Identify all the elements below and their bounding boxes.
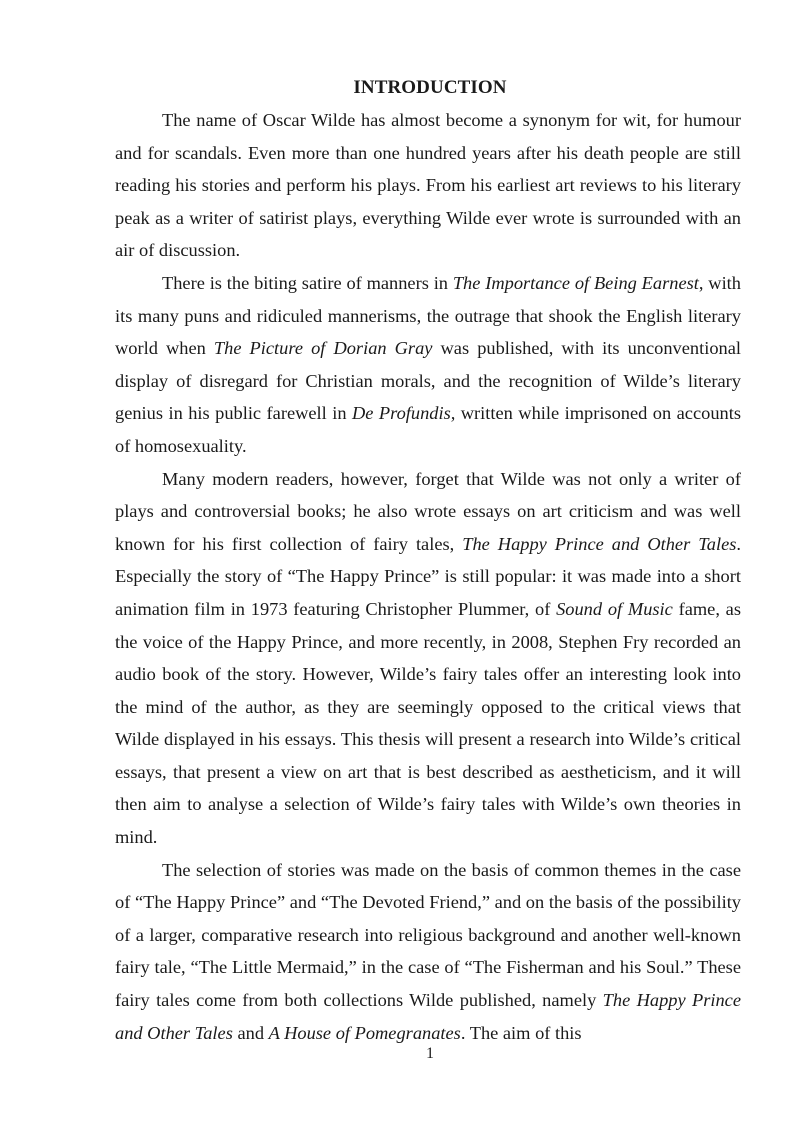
paragraph-4 (115, 854, 741, 1050)
book-title: A House of Pomegranates (268, 1022, 461, 1043)
book-title: The Picture of Dorian Gray (213, 338, 433, 359)
paragraph-text: written while imprisoned on accounts of homosexuality. (115, 403, 741, 456)
paragraph-text: and (232, 1022, 269, 1043)
paragraph-text: Many modern readers, however, forget that Wilde was not only a writer of plays and controversial books; he also wrote essays on art criticism and was well known for his first collection of fairy tales, (115, 468, 741, 554)
paragraph-2 (115, 267, 741, 463)
paragraph-1 (115, 104, 741, 267)
paragraph-text: , with its many puns and ridiculed mannerisms, the outrage that shook the English literary world when (115, 272, 741, 359)
paragraph-text: was published, with its unconventional display of disregard for Christian morals, and the recognition of Wilde’s literary genius in his public farewell in (115, 338, 741, 424)
page-number: 1 (426, 1045, 434, 1062)
paragraph-text: The selection of stories was made on the basis of common themes in the case of “The Happy Prince” and “The Devoted Friend,” and on the basis of the possibility of a larger, comparative research into religious background and another well-known fairy tale, “The Little Mermaid,” in the case of “The Fisherman and his Soul.” These fairy tales come from both collections Wilde published, namely (115, 859, 741, 1011)
paragraph-text: There is the biting satire of manners in (162, 272, 453, 293)
film-title: Sound of Music (556, 598, 673, 619)
page-title: INTRODUCTION (353, 77, 507, 98)
book-title: The Importance of Being Earnest (452, 272, 699, 293)
book-title: The Happy Prince and Other Tales (462, 533, 737, 554)
paragraph-text: The name of Oscar Wilde has almost become a synonym for wit, for humour and for scandals. Even more than one hundred years after his death people are still reading his stories and perform his plays. From his earliest art reviews to his literary peak as a writer of satirist plays, everything Wilde ever wrote is surrounded with an air of discussion. (115, 110, 741, 261)
body-text (115, 104, 741, 1049)
paragraph-text: . Especially the story of “The Happy Prince” is still popular: it was made into a short animation film in 1973 featuring Christopher Plummer, of (115, 533, 741, 619)
paragraph-text: fame, as the voice of the Happy Prince, and more recently, in 2008, Stephen Fry recorded an audio book of the story. However, Wilde’s fairy tales offer an interesting look into the mind of the author, as they are seemingly opposed to the critical views that Wilde displayed in his essays. This thesis will present a research into Wilde’s critical essays, that present a view on art that is best described as aestheticism, and it will then aim to analyse a selection of Wilde’s fairy tales with Wilde’s own theories in mind. (115, 598, 741, 848)
paragraph-3 (115, 463, 741, 854)
paragraph-text: . The aim of this (460, 1022, 582, 1043)
book-title: The Happy Prince and Other Tales (115, 990, 741, 1043)
book-title: De Profundis, (351, 403, 456, 424)
